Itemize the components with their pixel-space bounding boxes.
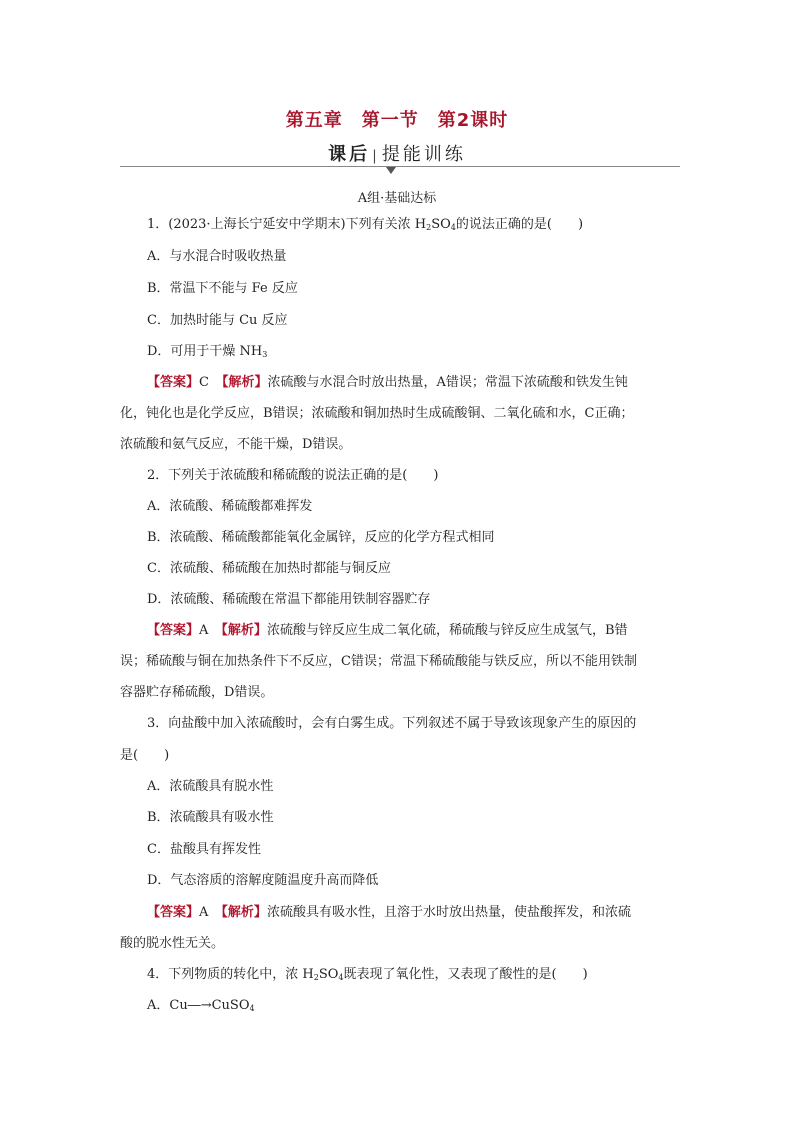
q1-analysis-line-3: 浓硫酸和氨气反应，不能干燥，D错误。 <box>120 437 352 452</box>
q2-option-c: C．浓硫酸、稀硫酸在加热时都能与铜反应 <box>147 561 391 576</box>
subtitle-practice: 提能训练 <box>381 144 466 165</box>
section-subtitle <box>0 140 794 166</box>
q2-answer: A <box>199 623 209 638</box>
answer-tag: 【答案】 <box>147 905 200 920</box>
q3-option-c: C．盐酸具有挥发性 <box>147 842 261 857</box>
group-label: A组·基础达标 <box>357 191 437 206</box>
q1-stem: 1．(2023·上海长宁延安中学期末)下列有关浓 $H_2SO_4$的说法正确的是( ) <box>147 217 584 232</box>
analysis-tag: 【解析】 <box>221 375 268 390</box>
q3-answer-line: 【答案】A 【解析】浓硫酸具有吸水性，且溶于水时放出热量，使盐酸挥发，和浓硫 <box>147 905 631 920</box>
subtitle-after-class: 课后 <box>328 144 371 165</box>
analysis-tag: 【解析】 <box>221 905 267 920</box>
q2-answer-line: 【答案】A 【解析】浓硫酸与锌反应生成二氧化硫，稀硫酸与锌反应生成氢气，B错 <box>147 623 628 638</box>
q1-option-d: D．可用于干燥 $NH_3$ <box>147 344 268 359</box>
q3-analysis-line-2: 酸的脱水性无关。 <box>120 936 225 951</box>
q2-option-b: B．浓硫酸、稀硫酸都能氧化金属锌，反应的化学方程式相同 <box>147 530 495 545</box>
q3-answer: A <box>199 905 209 920</box>
q3-option-b: B．浓硫酸具有吸水性 <box>147 810 274 825</box>
q3-stem-line-1: 3．向盐酸中加入浓硫酸时，会有白雾生成。下列叙述不属于导致该现象产生的原因的 <box>147 716 637 731</box>
q2-option-a: A．浓硫酸、稀硫酸都难挥发 <box>147 499 313 514</box>
triangle-marker-icon <box>386 167 396 174</box>
page-title: 第五章 第一节 第2课时 <box>285 110 509 131</box>
answer-tag: 【答案】 <box>147 375 200 390</box>
q2-stem: 2．下列关于浓硫酸和稀硫酸的说法正确的是( ) <box>147 468 439 483</box>
subtitle-separator: | <box>372 148 380 164</box>
q3-stem-line-2: 是( ) <box>120 748 170 763</box>
q2-analysis-line-3: 容器贮存稀硫酸，D错误。 <box>120 685 274 700</box>
q1-option-b: B．常温下不能与 Fe 反应 <box>147 281 298 296</box>
header-divider <box>120 166 680 167</box>
q4-option-a: A．Cu―→CuSO$_4$ <box>147 998 255 1013</box>
q1-option-c: C．加热时能与 Cu 反应 <box>147 313 288 328</box>
q2-option-d: D．浓硫酸、稀硫酸在常温下都能用铁制容器贮存 <box>147 592 431 607</box>
q1-answer-line: 【答案】C 【解析】浓硫酸与水混合时放出热量，A错误；常温下浓硫酸和铁发生钝 <box>147 375 628 390</box>
q1-analysis-line-2: 化，钝化也是化学反应，B错误；浓硫酸和铜加热时生成硫酸铜、二氧化硫和水，C正确； <box>120 406 634 421</box>
q3-option-a: A．浓硫酸具有脱水性 <box>147 779 274 794</box>
q2-analysis-line-2: 误；稀硫酸与铜在加热条件下不反应，C错误；常温下稀硫酸能与铁反应，所以不能用铁制 <box>120 654 637 669</box>
analysis-tag: 【解析】 <box>221 623 267 638</box>
q1-option-a: A．与水混合时吸收热量 <box>147 249 287 264</box>
q1-answer: C <box>199 375 209 390</box>
q4-stem: 4．下列物质的转化中，浓 $H_2SO_4$既表现了氧化性，又表现了酸性的是( ) <box>147 967 588 982</box>
answer-tag: 【答案】 <box>147 623 200 638</box>
q3-option-d: D．气态溶质的溶解度随温度升高而降低 <box>147 873 379 888</box>
